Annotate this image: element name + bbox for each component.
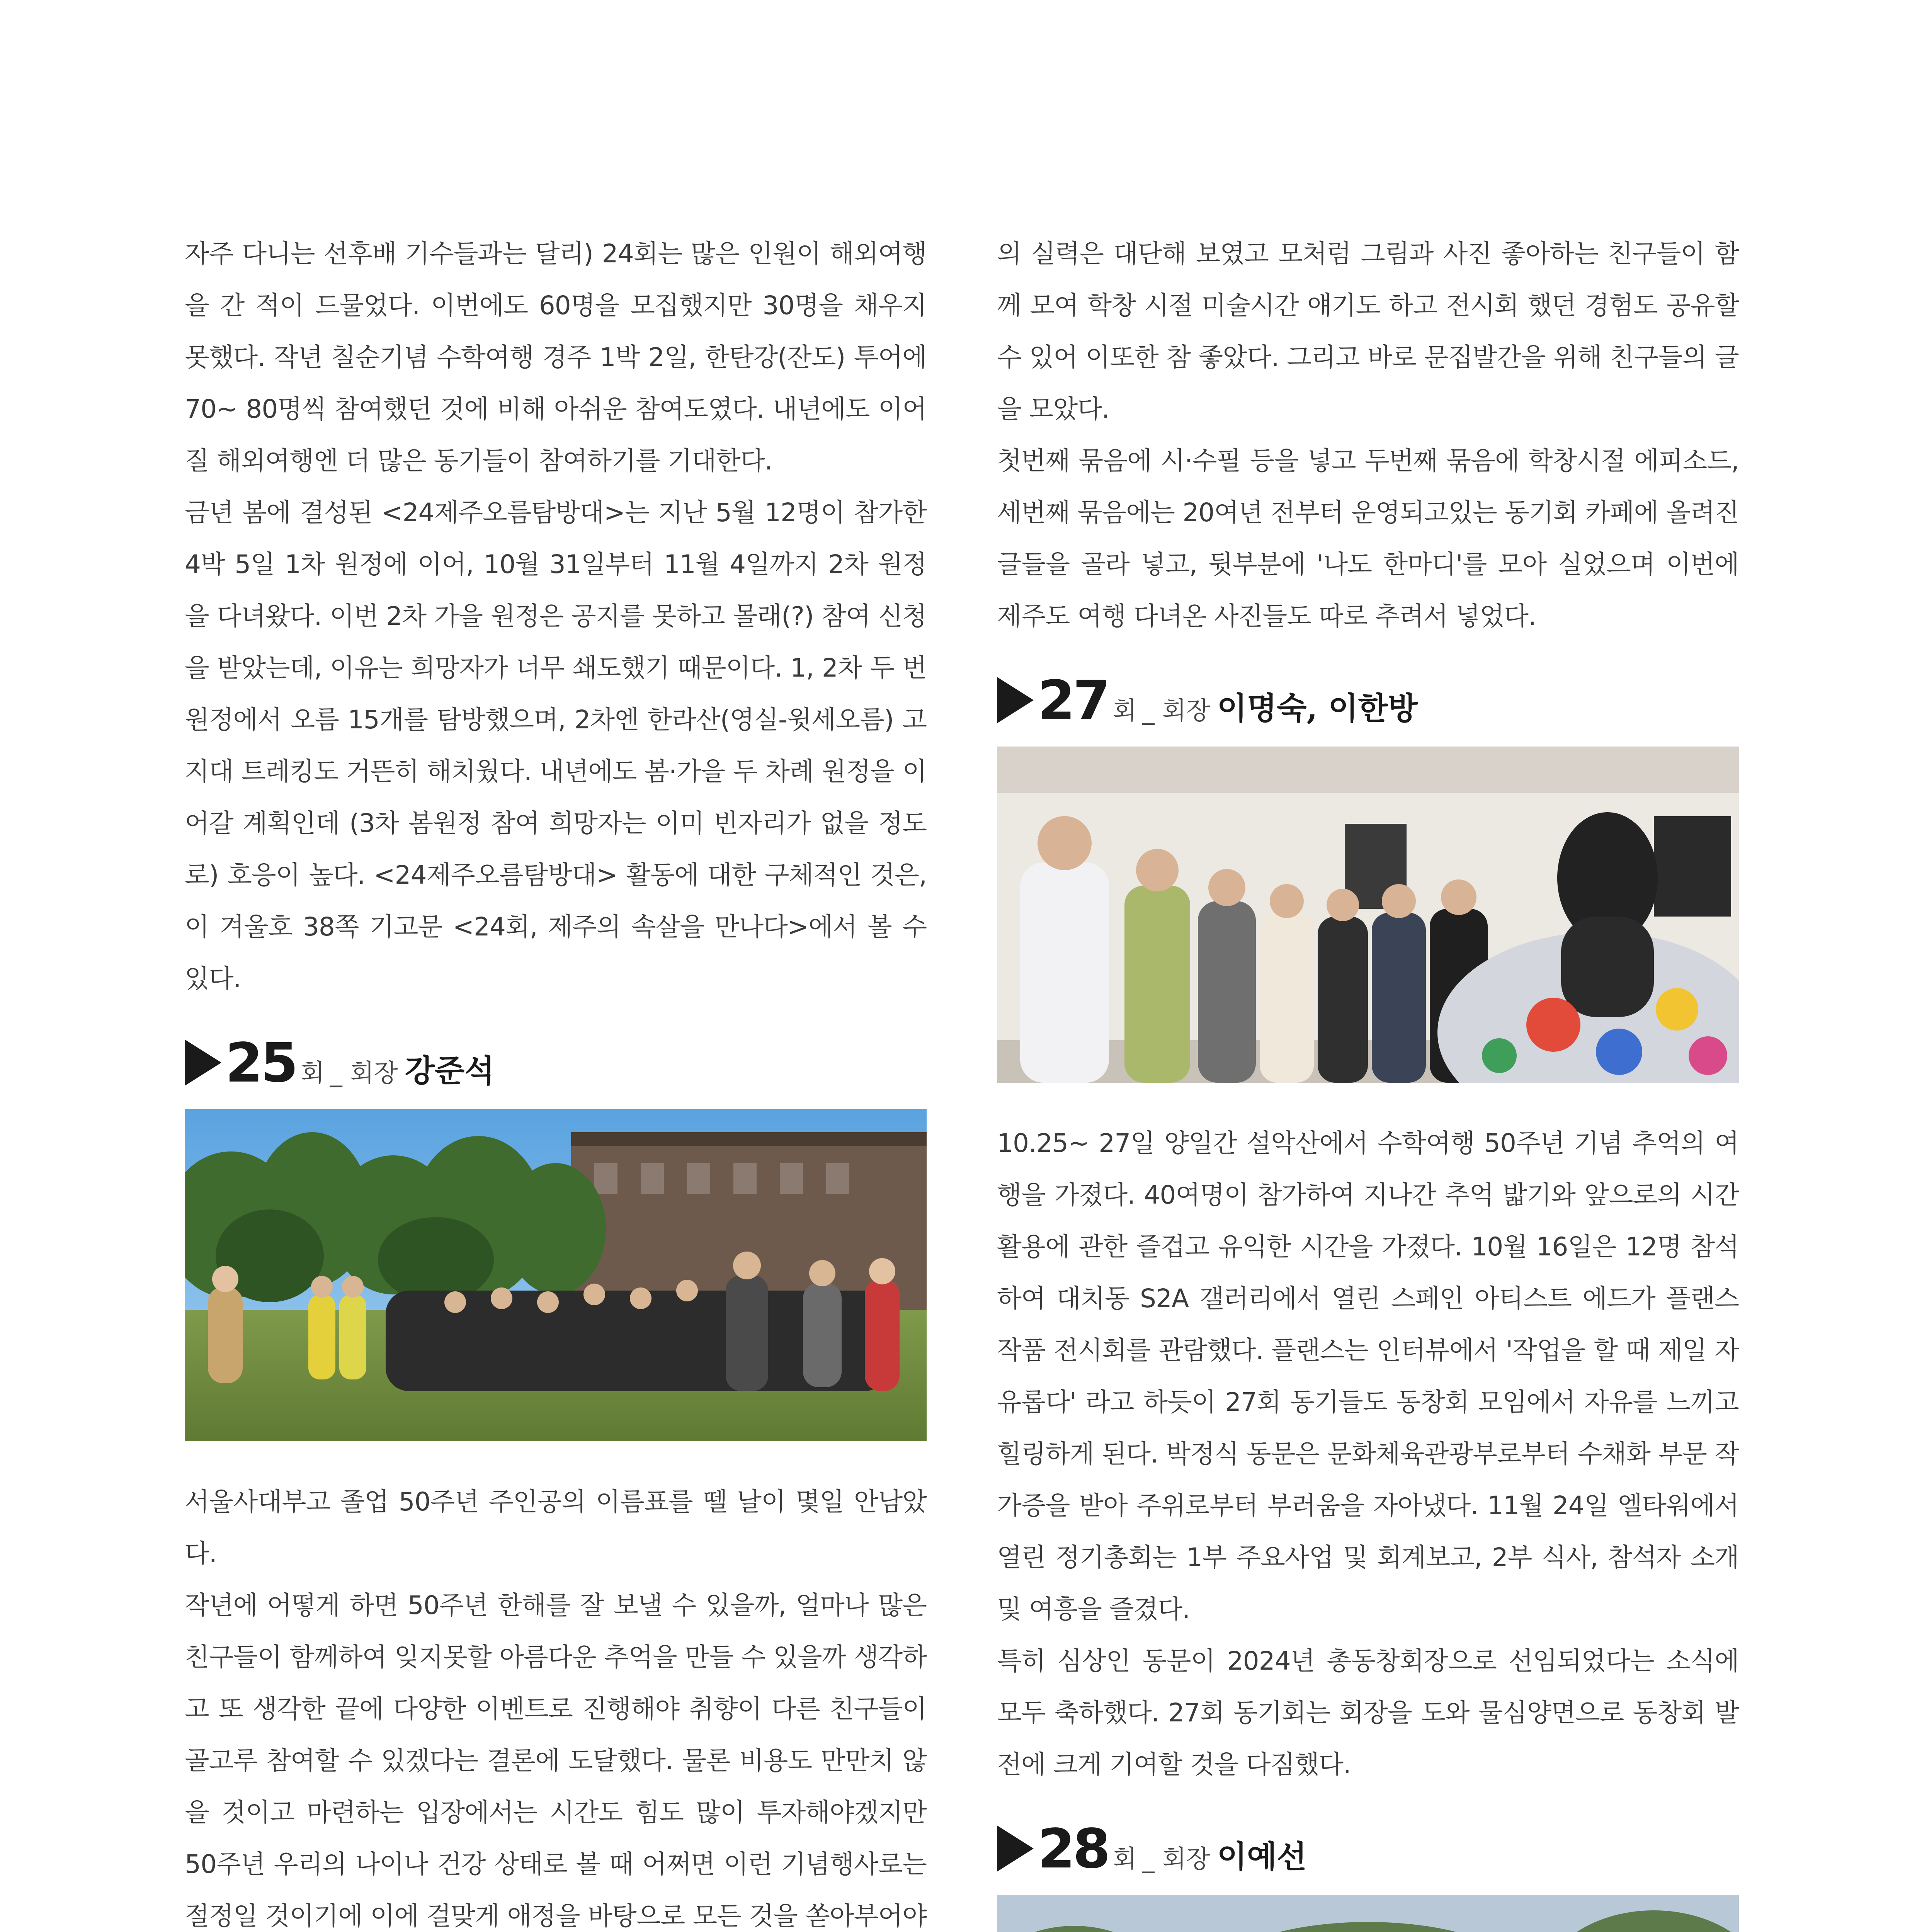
section-number: 28 [1038,1818,1108,1881]
intro-paragraph-1: 자주 다니는 선후배 기수들과는 달리) 24회는 많은 인원이 해외여행을 간 적이 드물었다. 이번에도 60명을 모집했지만 30명을 채우지 못했다. 작년 칠순기념 수학여행 경주 1박 2일, 한탄강(잔도) 투어에 70~ 80명씩 참여했던 것에 비해 아쉬운 참여도였다. 내년에도 이어질 해외여행엔 더 많은 동기들이 참여하기를 기대한다. [185,239,927,476]
section-28-photo [997,1895,1739,1932]
president-name: 이예선 [1217,1838,1307,1875]
triangle-bullet-icon [997,677,1034,723]
section-suffix: 회 [300,1059,325,1088]
section-25-paragraph-2: 작년에 어떻게 하면 50주년 한해를 잘 보낼 수 있을까, 얼마나 많은 친구들이 함께하여 잊지못할 아름다운 추억을 만들 수 있을까 생각하고 또 생각한 끝에 다양한 이벤트로 진행해야 취향이 다른 친구들이 골고루 참여할 수 있겠다는 결론에 도달했다. 물론 비용도 만만치 않을 것이고 마련하는 입장에서는 시간도 힘도 많이 투자해야겠지만 50주년 우리의 나이나 건강 상태로 볼 때 어쩌면 이런 기념행사로는 절정일 것이기에 이에 걸맞게 애정을 바탕으로 모든 것을 쏟아부어야 [185,1590,927,1931]
president-name: 강준석 [405,1053,495,1089]
section-27-photo [997,747,1739,1083]
section-number: 27 [1038,669,1108,732]
triangle-bullet-icon [997,1825,1034,1872]
section-25-photo [185,1109,927,1441]
section-25-paragraph-1: 서울사대부고 졸업 50주년 주인공의 이름표를 뗄 날이 몇일 안남았다. [185,1487,927,1568]
section-27-heading [997,669,1739,731]
group-photo-with-banner [997,1895,1739,1932]
section-25-paragraph-7: 첫번째 묶음에 시·수필 등을 넣고 두번째 묶음에 학창시절 에피소드, 세번째 묶음에는 20여년 전부터 운영되고있는 동기회 카페에 올려진 글들을 골라 넣고, 뒷부분에 '나도 한마디'를 모아 실었으며 이번에 제주도 여행 다녀온 사진들도 따로 추려서 넣었다. [997,446,1739,631]
left-column [185,228,927,1932]
section-suffix: 회 [1112,697,1137,725]
section-25-paragraph-6-continued: 의 실력은 대단해 보였고 모처럼 그림과 사진 좋아하는 친구들이 함께 모여 학창 시절 미술시간 얘기도 하고 전시회 했던 경험도 공유할 수 있어 이또한 참 좋았다. 그리고 바로 문집발간을 위해 친구들의 글을 모았다. [997,239,1739,424]
president-role: _ 회장 [1142,1845,1210,1874]
section-25-heading [185,1032,927,1094]
section-suffix: 회 [1112,1845,1137,1874]
section-number: 25 [225,1032,296,1095]
intro-paragraph-2: 금년 봄에 결성된 <24제주오름탐방대>는 지난 5월 12명이 참가한 4박 5일 1차 원정에 이어, 10월 31일부터 11월 4일까지 2차 원정을 다녀왔다. 이번 2차 가을 원정은 공지를 못하고 몰래(?) 참여 신청을 받았는데, 이유는 희망자가 너무 쇄도했기 때문이다. 1, 2차 두 번 원정에서 오름 15개를 탐방했으며, 2차엔 한라산(영실-윗세오름) 고지대 트레킹도 거뜬히 해치웠다. 내년에도 봄·가을 두 차례 원정을 이어갈 계획인데 (3차 봄원정 참여 희망자는 이미 빈자리가 없을 정도로) 호응이 높다. <24제주오름탐방대> 활동에 대한 구체적인 것은, 이 겨울호 38쪽 기고문 <24회, 제주의 속살을 만나다>에서 볼 수 있다. [185,498,927,993]
president-role: _ 회장 [330,1059,398,1088]
right-column [997,228,1739,1932]
group-photo-gallery-exhibition [997,747,1739,1083]
section-27-paragraph-2: 특히 심상인 동문이 2024년 총동창회장으로 선임되었다는 소식에 모두 축하했다. 27회 동기회는 회장을 도와 물심양면으로 동창회 발전에 크게 기여할 것을 다짐했다. [997,1646,1739,1779]
section-27-paragraph-1: 10.25~ 27일 양일간 설악산에서 수학여행 50주년 기념 추억의 여행을 가졌다. 40여명이 참가하여 지나간 추억 밟기와 앞으로의 시간 활용에 관한 즐겁고 유익한 시간을 가졌다. 10월 16일은 12명 참석하여 대치동 S2A 갤러리에서 열린 스페인 아티스트 에드가 플랜스 작품 전시회를 관람했다. 플랜스는 인터뷰에서 '작업을 할 때 제일 자유롭다' 라고 하듯이 27회 동기들도 동창회 모임에서 자유를 느끼고 힐링하게 된다. 박정식 동문은 문화체육관광부로부터 수채화 부문 작가증을 받아 주위로부터 부러움을 자아냈다. 11월 24일 엘타워에서 열린 정기총회는 1부 주요사업 및 회계보고, 2부 식사, 참석자 소개 및 여흥을 즐겼다. [997,1128,1739,1624]
president-name: 이명숙, 이한방 [1217,690,1418,726]
president-role: _ 회장 [1142,697,1210,725]
group-photo-outdoor-garden [185,1109,927,1441]
section-28-heading [997,1818,1739,1879]
triangle-bullet-icon [185,1039,221,1086]
